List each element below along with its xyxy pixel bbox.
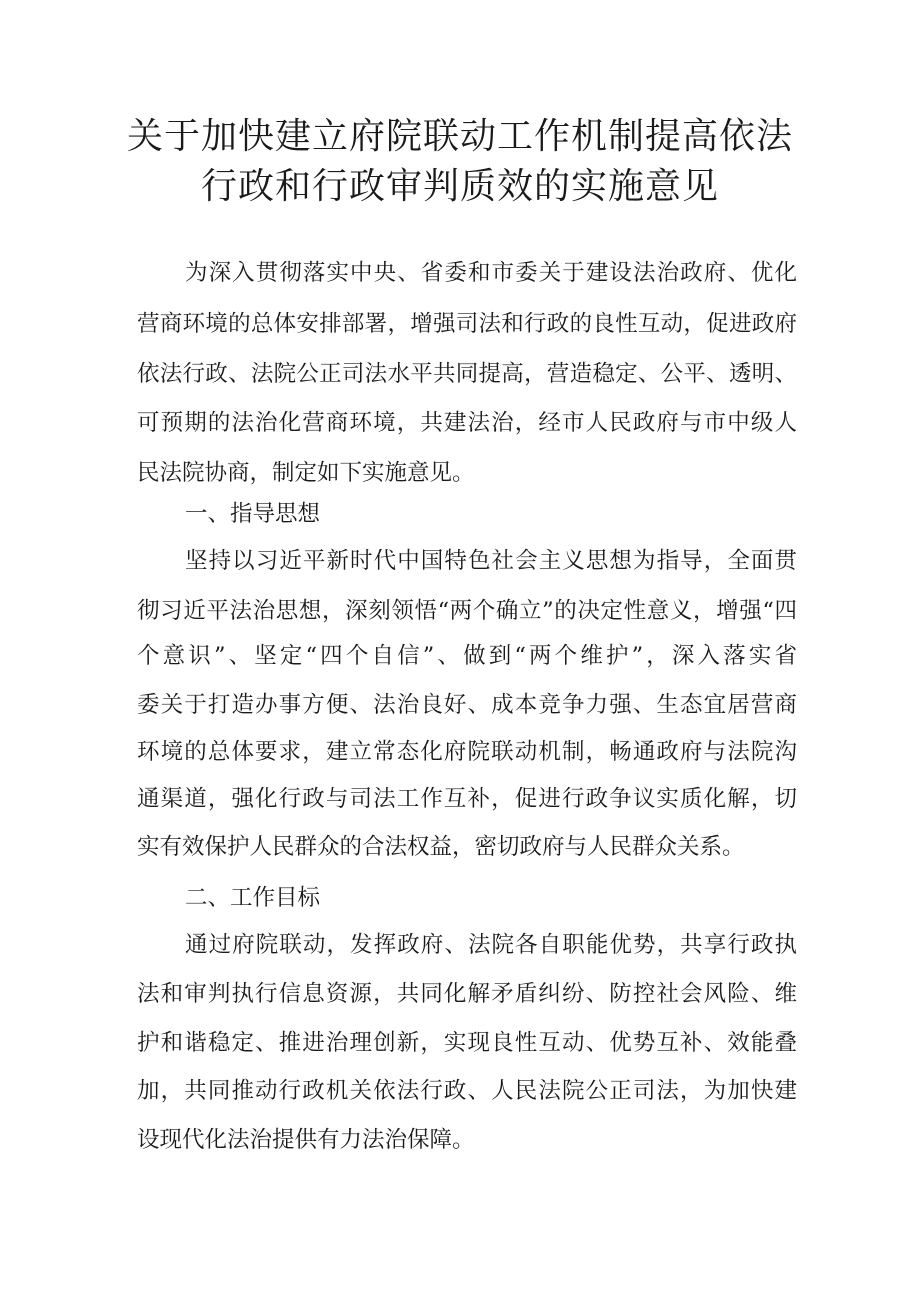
intro-line: 为深入贯彻落实中央、省委和市委关于建设法治政府、优化 <box>185 260 797 286</box>
section1-line: 彻习近平法治思想，深刻领悟“两个确立”的决定性意义，增强“四 <box>137 598 797 624</box>
section2-line: 加，共同推动行政机关依法行政、人民法院公正司法，为加快建 <box>137 1078 797 1104</box>
section1-line: 委关于打造办事方便、法治良好、成本竞争力强、生态宜居营商 <box>137 692 797 718</box>
section2-line: 设现代化法治提供有力法治保障。 <box>137 1127 475 1153</box>
section2-line: 通过府院联动，发挥政府、法院各自职能优势，共享行政执 <box>185 932 797 958</box>
intro-line: 营商环境的总体安排部署，增强司法和行政的良性互动，促进政府 <box>137 311 797 337</box>
section2-line: 护和谐稳定、推进治理创新，实现良性互动、优势互补、效能叠 <box>137 1030 797 1056</box>
intro-line: 民法院协商，制定如下实施意见。 <box>137 460 475 486</box>
intro-line: 可预期的法治化营商环境，共建法治，经市人民政府与市中级人 <box>137 410 797 436</box>
section1-line: 个意识”、坚定“四个自信”、做到“两个维护”，深入落实省 <box>137 643 797 669</box>
document-title-line-2: 行政和行政审判质效的实施意见 <box>200 166 719 207</box>
intro-line: 依法行政、法院公正司法水平共同提高，营造稳定、公平、透明、 <box>137 361 797 387</box>
section1-line: 坚持以习近平新时代中国特色社会主义思想为指导，全面贯 <box>185 548 797 574</box>
section-heading: 一、指导思想 <box>185 501 321 527</box>
section1-line: 实有效保护人民群众的合法权益，密切政府与人民群众关系。 <box>137 834 745 860</box>
section-heading: 二、工作目标 <box>185 885 321 911</box>
section1-line: 通渠道，强化行政与司法工作互补，促进行政争议实质化解，切 <box>137 786 797 812</box>
section2-line: 法和审判执行信息资源，共同化解矛盾纠纷、防控社会风险、维 <box>137 981 797 1007</box>
document-title-line-1: 关于加快建立府院联动工作机制提高依法 <box>126 116 793 157</box>
section1-line: 环境的总体要求，建立常态化府院联动机制，畅通政府与法院沟 <box>137 739 797 765</box>
